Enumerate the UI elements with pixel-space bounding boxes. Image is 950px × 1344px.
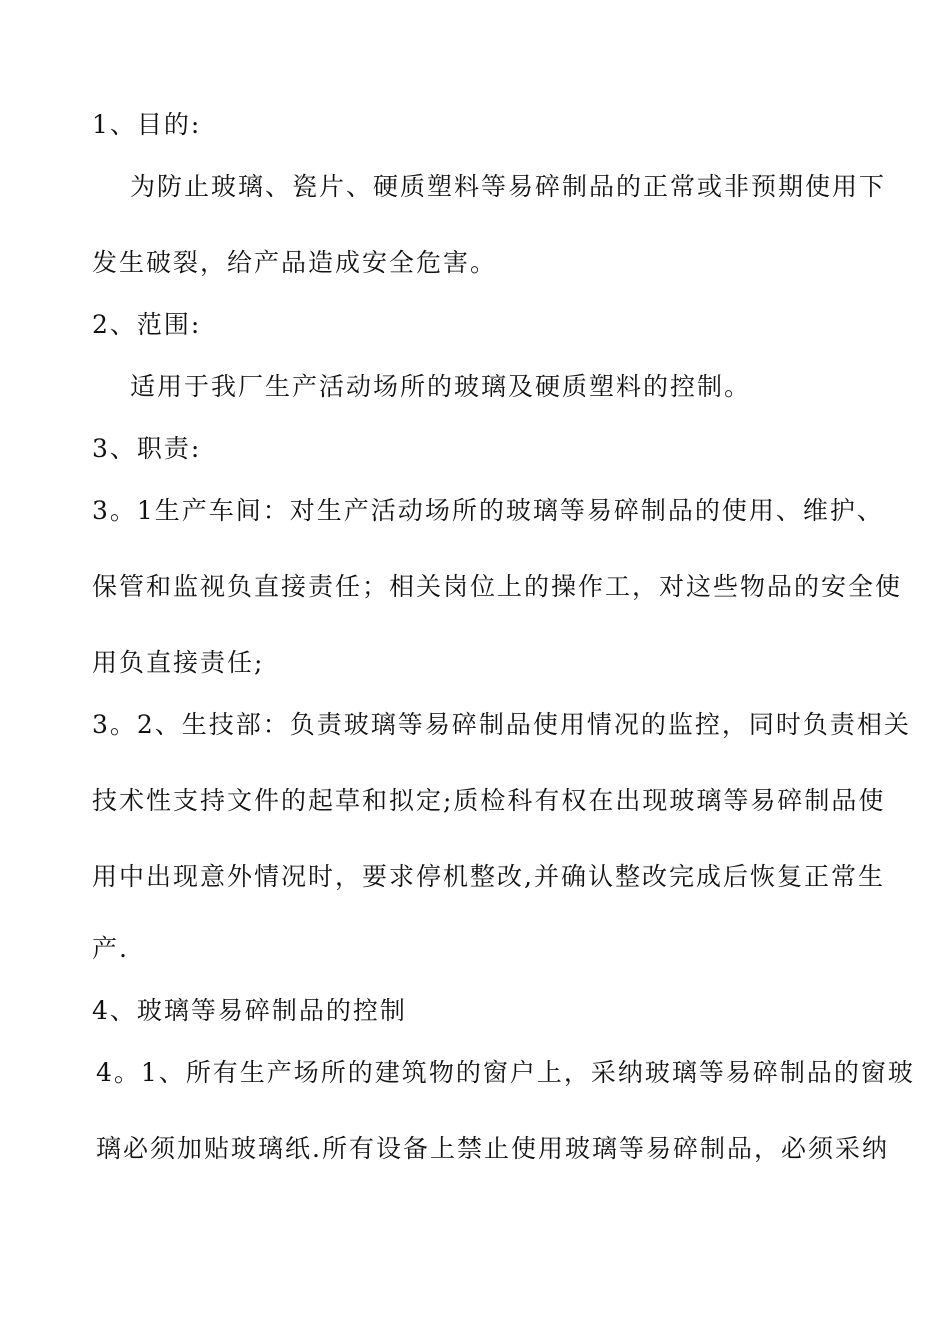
paragraph-line: 4。1、所有生产场所的建筑物的窗户上，采纳玻璃等易碎制品的窗玻	[96, 1058, 915, 1087]
section-heading-control: 4、玻璃等易碎制品的控制	[92, 996, 407, 1025]
paragraph-line: 发生破裂，给产品造成安全危害。	[92, 248, 498, 277]
paragraph-line: 技术性支持文件的起草和拟定;质检科有权在出现玻璃等易碎制品使	[92, 786, 886, 815]
paragraph-line: 为防止玻璃、瓷片、硬质塑料等易碎制品的正常或非预期使用下	[130, 172, 887, 201]
paragraph-line: 保管和监视负直接责任；相关岗位上的操作工，对这些物品的安全使	[92, 572, 903, 601]
section-heading-purpose: 1、目的:	[92, 110, 202, 139]
paragraph-line: 璃必须加贴玻璃纸.所有设备上禁止使用玻璃等易碎制品，必须采纳	[96, 1134, 889, 1163]
section-heading-scope: 2、范围:	[92, 310, 202, 339]
paragraph-line: 用负直接责任;	[92, 648, 265, 677]
paragraph-line: 3。1生产车间：对生产活动场所的玻璃等易碎制品的使用、维护、	[92, 496, 884, 525]
paragraph-line: 用中出现意外情况时，要求停机整改,并确认整改完成后恢复正常生	[92, 862, 885, 891]
section-heading-responsibilities: 3、职责:	[92, 434, 202, 463]
paragraph-line: 3。2、生技部：负责玻璃等易碎制品使用情况的监控，同时负责相关	[92, 710, 911, 739]
paragraph-line: 适用于我厂生产活动场所的玻璃及硬质塑料的控制。	[130, 372, 752, 401]
paragraph-line: 产.	[92, 934, 129, 963]
